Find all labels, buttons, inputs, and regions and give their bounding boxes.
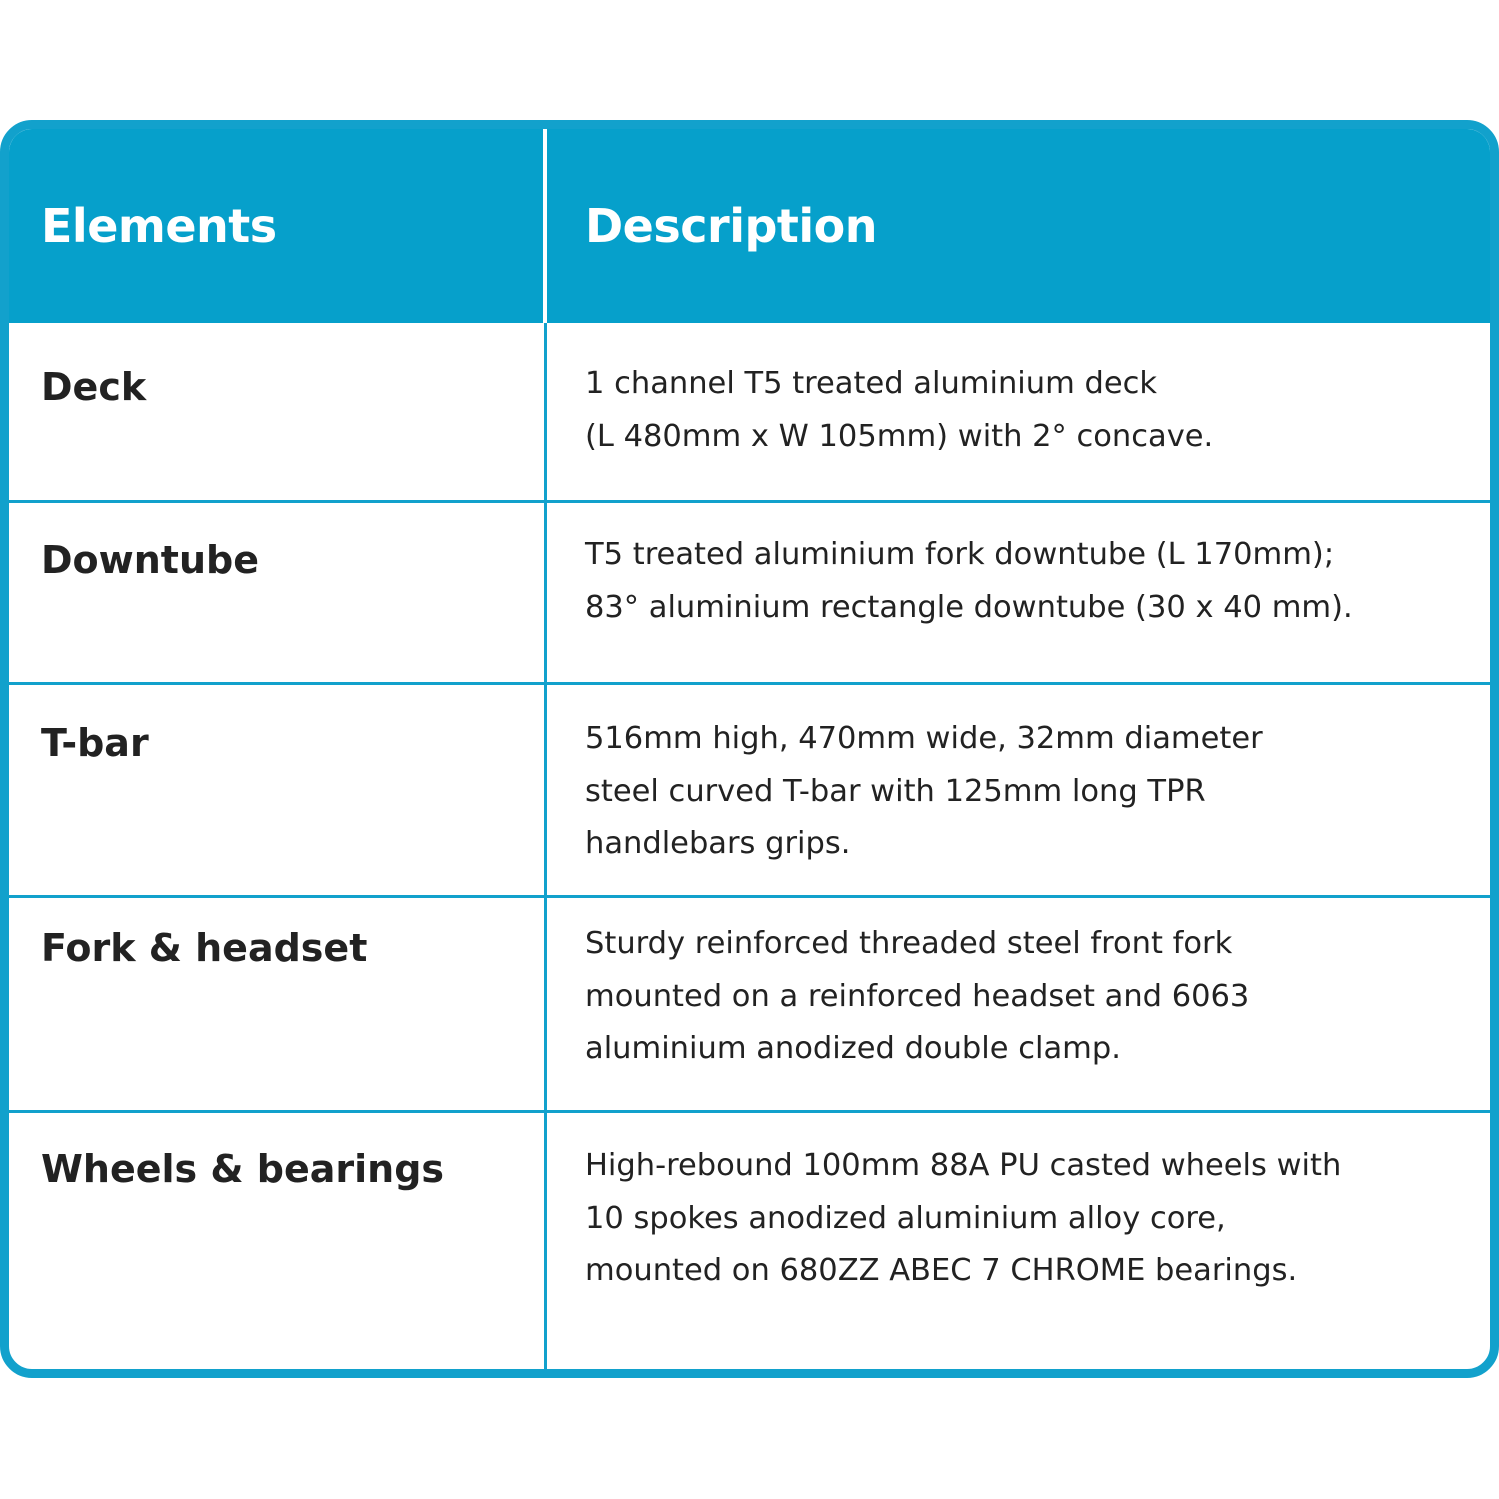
- element-description: [585, 1140, 1341, 1298]
- description-line: steel curved T-bar with 125mm long TPR: [585, 773, 1206, 809]
- description-line: mounted on a reinforced headset and 6063: [585, 978, 1250, 1014]
- description-line: High-rebound 100mm 88A PU casted wheels with: [585, 1148, 1342, 1183]
- description-line: 516mm high, 470mm wide, 32mm diameter: [585, 721, 1263, 756]
- description-line: mounted on 680ZZ ABEC 7 CHROME bearings.: [585, 1253, 1298, 1288]
- table-row-deck: [9, 323, 1490, 503]
- description-line: handlebars grips.: [585, 826, 851, 861]
- description-line: T5 treated aluminium fork downtube (L 170mm);: [585, 537, 1335, 572]
- description-line: aluminium anodized double clamp.: [585, 1031, 1121, 1066]
- spec-table: [0, 120, 1499, 1378]
- table-row-downtube: [9, 503, 1490, 683]
- description-line: 83° aluminium rectangle downtube (30 x 40 mm).: [585, 589, 1353, 625]
- description-line: 10 spokes anodized aluminium alloy core,: [585, 1200, 1226, 1236]
- element-name: Wheels & bearings: [41, 1147, 445, 1191]
- table-row-fork-headset: [9, 898, 1490, 1110]
- element-name: Fork & headset: [41, 926, 368, 970]
- element-description: [585, 918, 1249, 1076]
- element-name: Deck: [41, 365, 147, 409]
- element-description: [585, 713, 1263, 871]
- table-row-t-bar: [9, 685, 1490, 897]
- table-header: [9, 129, 1490, 323]
- header-elements: Elements: [41, 199, 277, 253]
- element-description: [585, 358, 1213, 463]
- element-name: T-bar: [41, 721, 149, 765]
- element-name: Downtube: [41, 538, 259, 582]
- element-description: [585, 529, 1353, 634]
- description-line: (L 480mm x W 105mm) with 2° concave.: [585, 418, 1214, 454]
- description-line: 1 channel T5 treated aluminium deck: [585, 366, 1158, 401]
- header-description: Description: [585, 199, 878, 253]
- description-line: Sturdy reinforced threaded steel front fork: [585, 926, 1233, 961]
- header-column-divider: [543, 129, 547, 323]
- table-row-wheels-bearings: [9, 1113, 1490, 1373]
